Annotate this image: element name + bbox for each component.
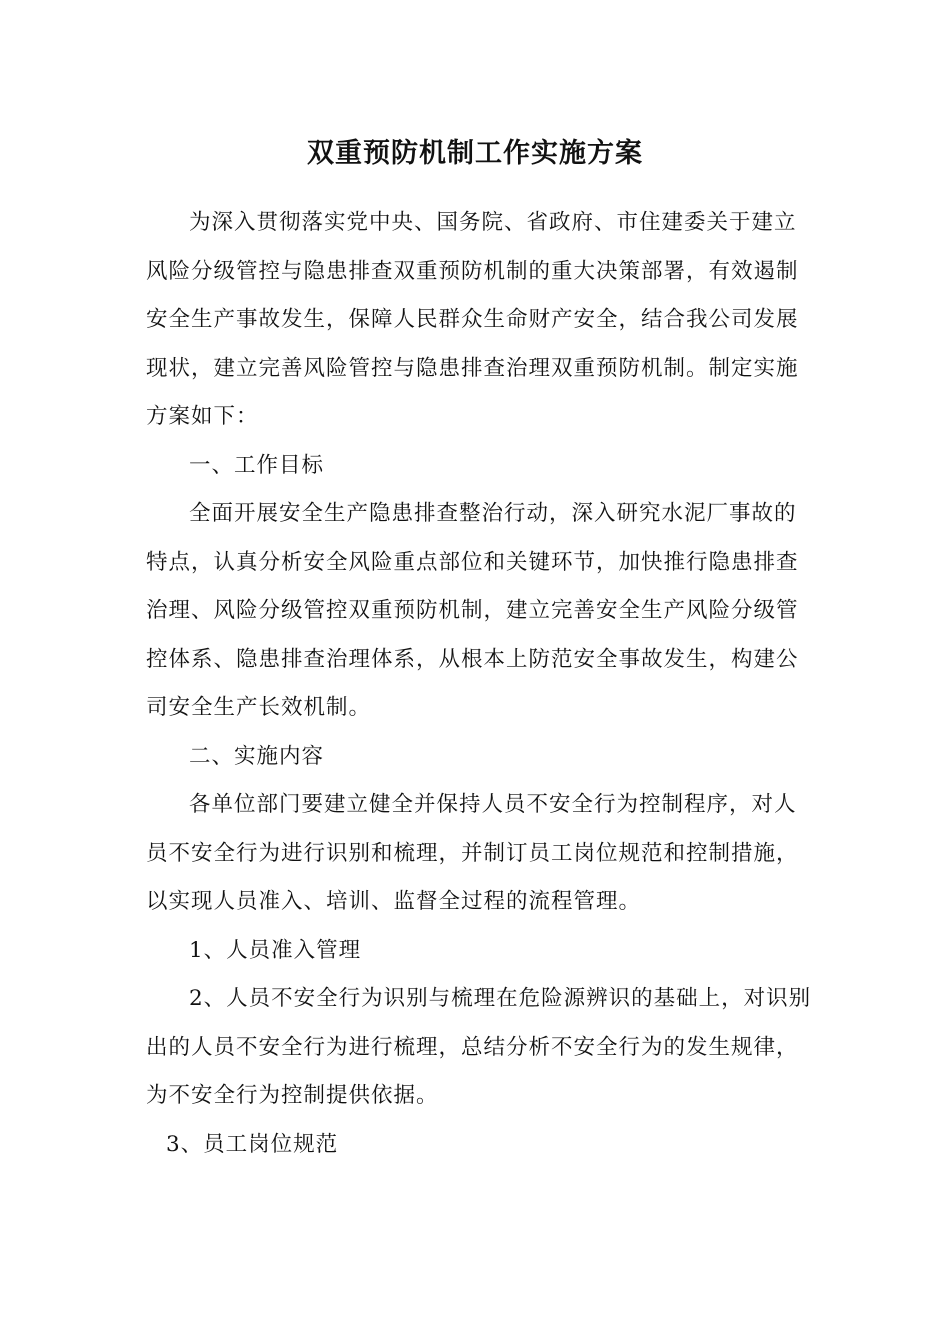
paragraph-intro-line-1: 为深入贯彻落实党中央、国务院、省政府、市住建委关于建立 [189,210,797,235]
paragraph-goals-line-4: 控体系、隐患排查治理体系，从根本上防范安全事故发生，构建公 [146,646,799,672]
section-heading-goals: 一、工作目标 [189,452,325,478]
paragraph-goals-line-3: 治理、风险分级管控双重预防机制，建立完善安全生产风险分级管 [146,598,799,623]
paragraph-item-2-line-3: 为不安全行为控制提供依据。 [146,1083,439,1108]
paragraph-intro-line-3: 安全生产事故发生，保障人民群众生命财产安全，结合我公司发展 [146,307,799,332]
subsection-heading-1: 1、人员准入管理 [189,937,362,963]
paragraph-goals-line-2: 特点，认真分析安全风险重点部位和关键环节，加快推行隐患排查 [146,549,799,575]
section-heading-content: 二、实施内容 [189,743,325,769]
paragraph-item-2-line-1: 2、人员不安全行为识别与梳理在危险源辨识的基础上，对识别 [189,986,812,1011]
document-body [146,199,812,1169]
subsection-heading-3: 3、员工岗位规范 [166,1131,339,1157]
paragraph-goals-line-5: 司安全生产长效机制。 [146,695,372,720]
paragraph-intro-line-5: 方案如下： [146,404,259,429]
paragraph-content-line-2: 员不安全行为进行识别和梳理，并制订员工岗位规范和控制措施， [146,840,799,866]
paragraph-item-2-line-2: 出的人员不安全行为进行梳理，总结分析不安全行为的发生规律， [146,1034,799,1060]
paragraph-goals-line-1: 全面开展安全生产隐患排查整治行动，深入研究水泥厂事故的 [189,501,797,526]
paragraph-content-line-1: 各单位部门要建立健全并保持人员不安全行为控制程序，对人 [189,792,797,817]
page-title: 双重预防机制工作实施方案 [307,138,643,169]
paragraph-intro-line-2: 风险分级管控与隐患排查双重预防机制的重大决策部署，有效遏制 [146,258,799,284]
paragraph-content-line-3: 以实现人员准入、培训、监督全过程的流程管理。 [146,889,642,914]
paragraph-intro-line-4: 现状，建立完善风险管控与隐患排查治理双重预防机制。制定实施 [146,355,799,381]
